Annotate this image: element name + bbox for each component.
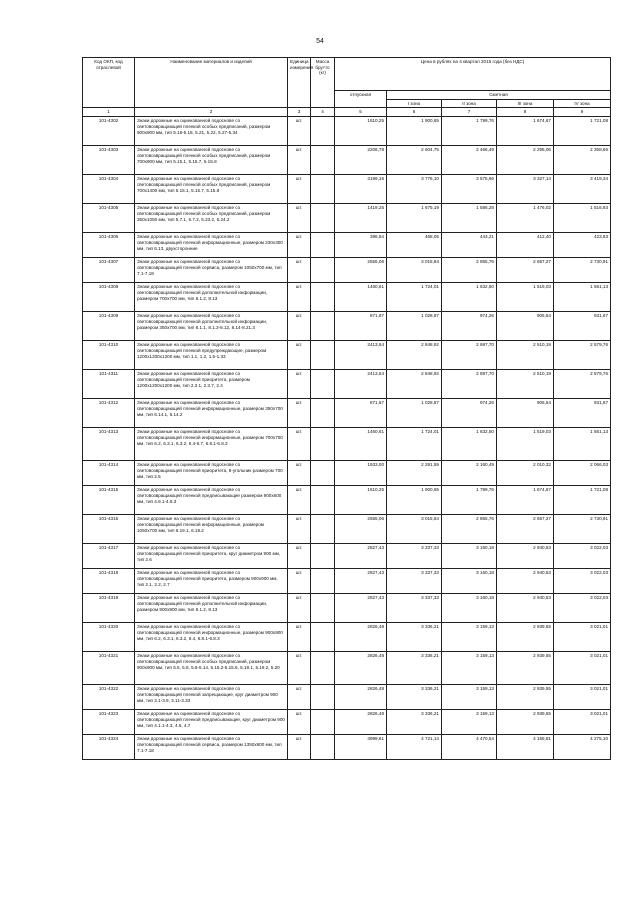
row-mass <box>311 652 335 685</box>
row-zone3-price: 3 327,14 <box>497 175 554 204</box>
row-zone1-price: 2 848,92 <box>387 341 442 370</box>
row-zone1-price: 1 724,01 <box>387 428 442 461</box>
row-code: 101-4323 <box>83 710 135 735</box>
row-mass <box>311 486 335 515</box>
row-unit: шт. <box>288 428 311 461</box>
row-unit: шт. <box>288 312 311 341</box>
row-code: 101-4315 <box>83 486 135 515</box>
row-zone2-price: 2 855,76 <box>442 515 497 544</box>
row-name: Знаки дорожные на оцинкованной подосновe со световозвращающей пленкой дополнительной информации, размером 700х700 мм, тип 8.1.2, 8.13 <box>135 283 288 312</box>
row-zone4-price: 2 730,91 <box>554 515 611 544</box>
col-number: 7 <box>442 108 497 117</box>
col-number: 9 <box>554 108 611 117</box>
row-release-price: 2826,48 <box>335 710 387 735</box>
row-unit: шт. <box>288 341 311 370</box>
table-row <box>83 486 611 515</box>
row-mass <box>311 461 335 486</box>
row-mass <box>311 258 335 283</box>
row-name: Знаки дорожные на оцинкованной подосновe со световозвращающей пленкой предписывающие размером 900х600 мм, тип 4.8.1-4.8.3 <box>135 486 288 515</box>
row-zone3-price: 2 657,27 <box>497 515 554 544</box>
table-row <box>83 146 611 175</box>
row-release-price: 2826,48 <box>335 652 387 685</box>
row-code: 101-4304 <box>83 175 135 204</box>
row-zone2-price: 4 470,54 <box>442 735 497 760</box>
row-zone3-price: 1 519,03 <box>497 428 554 461</box>
row-name: Знаки дорожные на оцинкованной подосновe со световозвращающей пленкой информационные, размером 230х300 мм, тип 6.13, двухсторонние <box>135 233 288 258</box>
row-release-price: 3199,16 <box>335 175 387 204</box>
row-zone3-price: 906,54 <box>497 312 554 341</box>
row-zone1-price: 1 900,65 <box>387 486 442 515</box>
row-name: Знаки дорожные на оцинкованной подосновe со световозвращающей пленкой особых предписаний, размером 700х1400 мм, тип 5.15.1, 5.15.7, 5.15.8 <box>135 175 288 204</box>
row-zone2-price: 3 575,66 <box>442 175 497 204</box>
table-row <box>83 735 611 760</box>
row-code: 101-4310 <box>83 341 135 370</box>
header-zone-2: II зона <box>442 99 497 108</box>
row-code: 101-4308 <box>83 283 135 312</box>
row-zone4-price: 1 721,08 <box>554 117 611 146</box>
row-zone3-price: 2 939,55 <box>497 623 554 652</box>
row-zone2-price: 2 466,49 <box>442 146 497 175</box>
header-name: Наименование материалов и изделий <box>135 58 288 108</box>
row-code: 101-4319 <box>83 594 135 623</box>
row-unit: шт. <box>288 146 311 175</box>
row-release-price: 2555,06 <box>335 515 387 544</box>
row-zone4-price: 931,67 <box>554 399 611 428</box>
row-zone1-price: 3 336,21 <box>387 710 442 735</box>
row-unit: шт. <box>288 594 311 623</box>
row-zone3-price: 4 159,81 <box>497 735 554 760</box>
row-zone4-price: 3 021,01 <box>554 652 611 685</box>
col-number: 4 <box>311 108 335 117</box>
row-code: 101-4306 <box>83 233 135 258</box>
row-zone4-price: 1 721,08 <box>554 486 611 515</box>
row-unit: шт. <box>288 515 311 544</box>
row-unit: шт. <box>288 623 311 652</box>
row-zone3-price: 2 940,53 <box>497 594 554 623</box>
row-code: 101-4314 <box>83 461 135 486</box>
row-zone2-price: 1 799,76 <box>442 117 497 146</box>
row-code: 101-4305 <box>83 204 135 233</box>
row-unit: шт. <box>288 461 311 486</box>
table-row <box>83 283 611 312</box>
row-zone3-price: 1 674,67 <box>497 486 554 515</box>
row-release-price: 1610,25 <box>335 486 387 515</box>
row-zone1-price: 2 604,75 <box>387 146 442 175</box>
row-zone1-price: 4 721,14 <box>387 735 442 760</box>
row-release-price: 2827,43 <box>335 569 387 594</box>
header-zone-3: III зона <box>497 99 554 108</box>
row-zone2-price: 3 159,13 <box>442 623 497 652</box>
row-zone3-price: 1 519,03 <box>497 283 554 312</box>
row-zone1-price: 3 337,33 <box>387 569 442 594</box>
row-name: Знаки дорожные на оцинкованной подосновe со световозвращающей пленкой информационные, размером 700х700 мм, тип 6.2, 6.3.1, 6.3.2, 6.4-6.7, 6.8.1-6.8.3 <box>135 428 288 461</box>
row-zone2-price: 974,26 <box>442 312 497 341</box>
row-code: 101-4307 <box>83 258 135 283</box>
header-estimate: Сметная <box>387 91 611 100</box>
row-code: 101-4321 <box>83 652 135 685</box>
table-row <box>83 544 611 569</box>
row-mass <box>311 515 335 544</box>
row-code: 101-4303 <box>83 146 135 175</box>
table-row <box>83 461 611 486</box>
row-zone2-price: 2 160,49 <box>442 461 497 486</box>
row-unit: шт. <box>288 204 311 233</box>
row-zone2-price: 1 632,50 <box>442 428 497 461</box>
row-code: 101-4302 <box>83 117 135 146</box>
row-release-price: 2826,48 <box>335 685 387 710</box>
row-release-price: 2827,43 <box>335 544 387 569</box>
row-name: Знаки дорожные на оцинкованной подосновe со световозвращающей пленкой информационные, размером 900х900 мм, тип 6.2, 6.3.1, 6.3.2, 6.4, 6.8.1-6.8.3 <box>135 623 288 652</box>
row-release-price: 1610,25 <box>335 117 387 146</box>
col-number: 1 <box>83 108 135 117</box>
row-unit: шт. <box>288 685 311 710</box>
row-zone4-price: 423,83 <box>554 233 611 258</box>
row-zone2-price: 3 160,18 <box>442 544 497 569</box>
row-name: Знаки дорожные на оцинкованной подосновe со световозвращающей пленкой предписывающие, круг диаметром 900 мм, тип 4.1.1-4.3, 4.6, 4.7 <box>135 710 288 735</box>
row-release-price: 1419,25 <box>335 204 387 233</box>
row-zone1-price: 3 776,10 <box>387 175 442 204</box>
row-zone3-price: 2 295,06 <box>497 146 554 175</box>
row-name: Знаки дорожные на оцинкованной подосновe со световозвращающей пленкой предупреждающие, размером 1200х1200х1200 мм, тип 1.1, 1.2, 1.5-1.33 <box>135 341 288 370</box>
table-row <box>83 175 611 204</box>
row-zone1-price: 1 028,87 <box>387 399 442 428</box>
row-zone3-price: 906,54 <box>497 399 554 428</box>
table-row <box>83 204 611 233</box>
row-release-price: 396,54 <box>335 233 387 258</box>
row-zone2-price: 2 697,70 <box>442 341 497 370</box>
table-row <box>83 515 611 544</box>
row-zone1-price: 3 015,84 <box>387 258 442 283</box>
row-zone1-price: 1 675,19 <box>387 204 442 233</box>
row-zone3-price: 2 939,55 <box>497 710 554 735</box>
row-mass <box>311 710 335 735</box>
table-row <box>83 710 611 735</box>
row-mass <box>311 370 335 399</box>
col-number: 6 <box>387 108 442 117</box>
row-zone3-price: 2 657,27 <box>497 258 554 283</box>
table-row <box>83 623 611 652</box>
table-body <box>83 117 611 760</box>
row-unit: шт. <box>288 283 311 312</box>
row-unit: шт. <box>288 486 311 515</box>
row-zone1-price: 3 015,84 <box>387 515 442 544</box>
row-release-price: 2413,64 <box>335 341 387 370</box>
row-zone3-price: 2 940,53 <box>497 544 554 569</box>
row-mass <box>311 117 335 146</box>
row-zone2-price: 2 697,70 <box>442 370 497 399</box>
row-release-price: 871,67 <box>335 399 387 428</box>
row-zone4-price: 931,67 <box>554 312 611 341</box>
row-mass <box>311 283 335 312</box>
row-mass <box>311 341 335 370</box>
table-row <box>83 258 611 283</box>
row-zone4-price: 4 275,10 <box>554 735 611 760</box>
row-mass <box>311 399 335 428</box>
table-row <box>83 685 611 710</box>
row-zone1-price: 1 028,87 <box>387 312 442 341</box>
row-release-price: 3999,61 <box>335 735 387 760</box>
row-zone3-price: 2 510,19 <box>497 370 554 399</box>
row-unit: шт. <box>288 370 311 399</box>
row-code: 101-4312 <box>83 399 135 428</box>
row-name: Знаки дорожные на оцинкованной подосновe со световозвращающей пленкой особых предписаний, размером 350х1050 мм, тип 5.7.1, 5.7.2, 5.23.2, 5.24.2 <box>135 204 288 233</box>
header-release: отпускная <box>335 91 387 108</box>
row-mass <box>311 428 335 461</box>
row-mass <box>311 735 335 760</box>
table-row <box>83 399 611 428</box>
row-name: Знаки дорожные на оцинкованной подосновe со световозвращающей пленкой запрещающие, круг диаметром 900 мм, тип 3.1-3.9, 3.11-3.33 <box>135 685 288 710</box>
row-name: Знаки дорожные на оцинкованной подосновe со световозвращающей пленкой сервиса, размером 1050х700 мм, тип 7.1-7.18 <box>135 258 288 283</box>
row-name: Знаки дорожные на оцинкованной подосновe со световозвращающей пленкой дополнительной информации, размером 900х900 мм, тип 8.1.2, 8.13 <box>135 594 288 623</box>
row-zone4-price: 1 561,13 <box>554 428 611 461</box>
row-zone3-price: 1 674,67 <box>497 117 554 146</box>
col-number: 3 <box>288 108 311 117</box>
row-mass <box>311 569 335 594</box>
row-zone4-price: 2 358,66 <box>554 146 611 175</box>
row-zone4-price: 3 021,01 <box>554 685 611 710</box>
row-mass <box>311 544 335 569</box>
row-mass <box>311 623 335 652</box>
table-row <box>83 312 611 341</box>
header-zone-4: IV зона <box>554 99 611 108</box>
page-number: 54 <box>316 38 324 45</box>
header-zone-1: I зона <box>387 99 442 108</box>
row-mass <box>311 594 335 623</box>
row-zone3-price: 2 940,53 <box>497 569 554 594</box>
row-release-price: 2827,43 <box>335 594 387 623</box>
row-code: 101-4316 <box>83 515 135 544</box>
row-zone2-price: 3 159,13 <box>442 685 497 710</box>
row-zone2-price: 1 799,76 <box>442 486 497 515</box>
table-row <box>83 652 611 685</box>
row-zone1-price: 3 337,33 <box>387 544 442 569</box>
table-row <box>83 594 611 623</box>
table-row <box>83 428 611 461</box>
row-release-price: 1460,61 <box>335 283 387 312</box>
row-unit: шт. <box>288 652 311 685</box>
row-zone4-price: 2 579,76 <box>554 370 611 399</box>
row-zone1-price: 3 336,21 <box>387 685 442 710</box>
row-release-price: 2555,06 <box>335 258 387 283</box>
row-code: 101-4318 <box>83 569 135 594</box>
row-zone2-price: 3 159,13 <box>442 710 497 735</box>
col-number: 5 <box>335 108 387 117</box>
row-name: Знаки дорожные на оцинкованной подосновe со световозвращающей пленкой приоритета, размером 900х900 мм, тип 2.1, 2.2, 2.7 <box>135 569 288 594</box>
header-price-title: Цена в рублях на 4 квартал 2015 года (без НДС) <box>335 58 611 91</box>
row-zone3-price: 412,40 <box>497 233 554 258</box>
table-row <box>83 233 611 258</box>
row-name: Знаки дорожные на оцинкованной подосновe со световозвращающей пленкой приоритета, размером 1200х1200х1200 мм, тип 2.3.1, 2.3.7, 2.4 <box>135 370 288 399</box>
row-zone2-price: 974,26 <box>442 399 497 428</box>
row-unit: шт. <box>288 544 311 569</box>
row-zone3-price: 1 476,02 <box>497 204 554 233</box>
row-zone4-price: 1 561,13 <box>554 283 611 312</box>
row-zone4-price: 3 419,34 <box>554 175 611 204</box>
row-unit: шт. <box>288 399 311 428</box>
row-zone4-price: 2 730,91 <box>554 258 611 283</box>
row-name: Знаки дорожные на оцинкованной подосновe со световозвращающей пленкой информационные, размером 1050х700 мм, тип 6.19.1, 6.19.2 <box>135 515 288 544</box>
row-zone1-price: 3 336,21 <box>387 652 442 685</box>
row-code: 101-4311 <box>83 370 135 399</box>
row-zone1-price: 1 900,65 <box>387 117 442 146</box>
row-mass <box>311 175 335 204</box>
row-release-price: 2413,64 <box>335 370 387 399</box>
row-zone4-price: 2 579,76 <box>554 341 611 370</box>
row-zone2-price: 2 855,76 <box>442 258 497 283</box>
table-row <box>83 117 611 146</box>
row-name: Знаки дорожные на оцинкованной подосновe со световозвращающей пленкой информационные, размером 350х700 мм, тип 6.14.1, 6.14.2 <box>135 399 288 428</box>
row-code: 101-4317 <box>83 544 135 569</box>
col-number: 2 <box>135 108 288 117</box>
row-zone4-price: 3 022,03 <box>554 569 611 594</box>
col-number: 8 <box>497 108 554 117</box>
header-mass: Масса брутто (кг) <box>311 58 335 108</box>
row-zone2-price: 3 160,18 <box>442 569 497 594</box>
row-release-price: 1460,61 <box>335 428 387 461</box>
row-unit: шт. <box>288 735 311 760</box>
header-unit: Единица измерения <box>288 58 311 108</box>
row-zone4-price: 3 022,03 <box>554 544 611 569</box>
row-mass <box>311 146 335 175</box>
row-code: 101-4313 <box>83 428 135 461</box>
row-zone1-price: 3 337,33 <box>387 594 442 623</box>
row-zone2-price: 1 586,28 <box>442 204 497 233</box>
row-mass <box>311 233 335 258</box>
table-row <box>83 341 611 370</box>
row-zone1-price: 468,05 <box>387 233 442 258</box>
table-row <box>83 569 611 594</box>
row-release-price: 2826,48 <box>335 623 387 652</box>
row-name: Знаки дорожные на оцинкованной подосновe со световозвращающей пленкой особых предписаний, размером 700х900 мм, тип 5.15.1, 5.15.7, 5.15.8 <box>135 146 288 175</box>
row-unit: шт. <box>288 175 311 204</box>
row-zone1-price: 3 336,21 <box>387 623 442 652</box>
row-unit: шт. <box>288 233 311 258</box>
row-name: Знаки дорожные на оцинкованной подосновe со световозвращающей пленкой приоритета, круг диаметром 900 мм, тип 2.6 <box>135 544 288 569</box>
row-zone4-price: 3 022,03 <box>554 594 611 623</box>
row-code: 101-4322 <box>83 685 135 710</box>
table-row <box>83 370 611 399</box>
row-unit: шт. <box>288 258 311 283</box>
row-zone4-price: 1 516,93 <box>554 204 611 233</box>
row-unit: шт. <box>288 710 311 735</box>
row-zone2-price: 3 160,18 <box>442 594 497 623</box>
row-unit: шт. <box>288 569 311 594</box>
row-name: Знаки дорожные на оцинкованной подосновe со световозвращающей пленкой сервиса, размером 1350х900 мм, тип 7.1-7.18 <box>135 735 288 760</box>
row-zone1-price: 2 848,92 <box>387 370 442 399</box>
row-zone2-price: 1 632,50 <box>442 283 497 312</box>
row-code: 101-4320 <box>83 623 135 652</box>
row-mass <box>311 204 335 233</box>
header-code: Код ОКП, код отраслевой <box>83 58 135 108</box>
row-zone4-price: 3 021,01 <box>554 710 611 735</box>
row-zone4-price: 2 066,03 <box>554 461 611 486</box>
row-zone3-price: 2 010,32 <box>497 461 554 486</box>
row-zone2-price: 443,21 <box>442 233 497 258</box>
row-zone1-price: 2 281,59 <box>387 461 442 486</box>
row-code: 101-4324 <box>83 735 135 760</box>
row-release-price: 871,67 <box>335 312 387 341</box>
row-mass <box>311 685 335 710</box>
row-name: Знаки дорожные на оцинкованной подосновe со световозвращающей пленкой особых предписаний, размером 900х900 мм, тип 5.5, 5.6, 5.8-5.14, 5.15.2-5.15.6, 5.19.1, 5.19.2, 5.20 <box>135 652 288 685</box>
row-mass <box>311 312 335 341</box>
row-zone3-price: 2 939,55 <box>497 652 554 685</box>
row-release-price: 2206,78 <box>335 146 387 175</box>
row-zone2-price: 3 159,13 <box>442 652 497 685</box>
row-code: 101-4309 <box>83 312 135 341</box>
row-zone3-price: 2 510,19 <box>497 341 554 370</box>
row-name: Знаки дорожные на оцинкованной подосновe со световозвращающей пленкой приоритета, 8-угольник размером 700 мм, тип 2.5 <box>135 461 288 486</box>
row-zone4-price: 3 021,01 <box>554 623 611 652</box>
row-release-price: 1933,00 <box>335 461 387 486</box>
row-name: Знаки дорожные на оцинкованной подосновe со световозвращающей пленкой дополнительной информации, размером 350х700 мм, тип 8.1.1, 8.1.3-8.12, 8.14-8.21.3 <box>135 312 288 341</box>
row-name: Знаки дорожные на оцинкованной подосновe со световозвращающей пленкой особых предписаний, размером 900х900 мм, тип 5.16-5.18, 5.21, 5.22, 5.27-5.34 <box>135 117 288 146</box>
price-table <box>82 57 611 760</box>
row-zone1-price: 1 724,01 <box>387 283 442 312</box>
row-unit: шт. <box>288 117 311 146</box>
row-zone3-price: 2 939,55 <box>497 685 554 710</box>
